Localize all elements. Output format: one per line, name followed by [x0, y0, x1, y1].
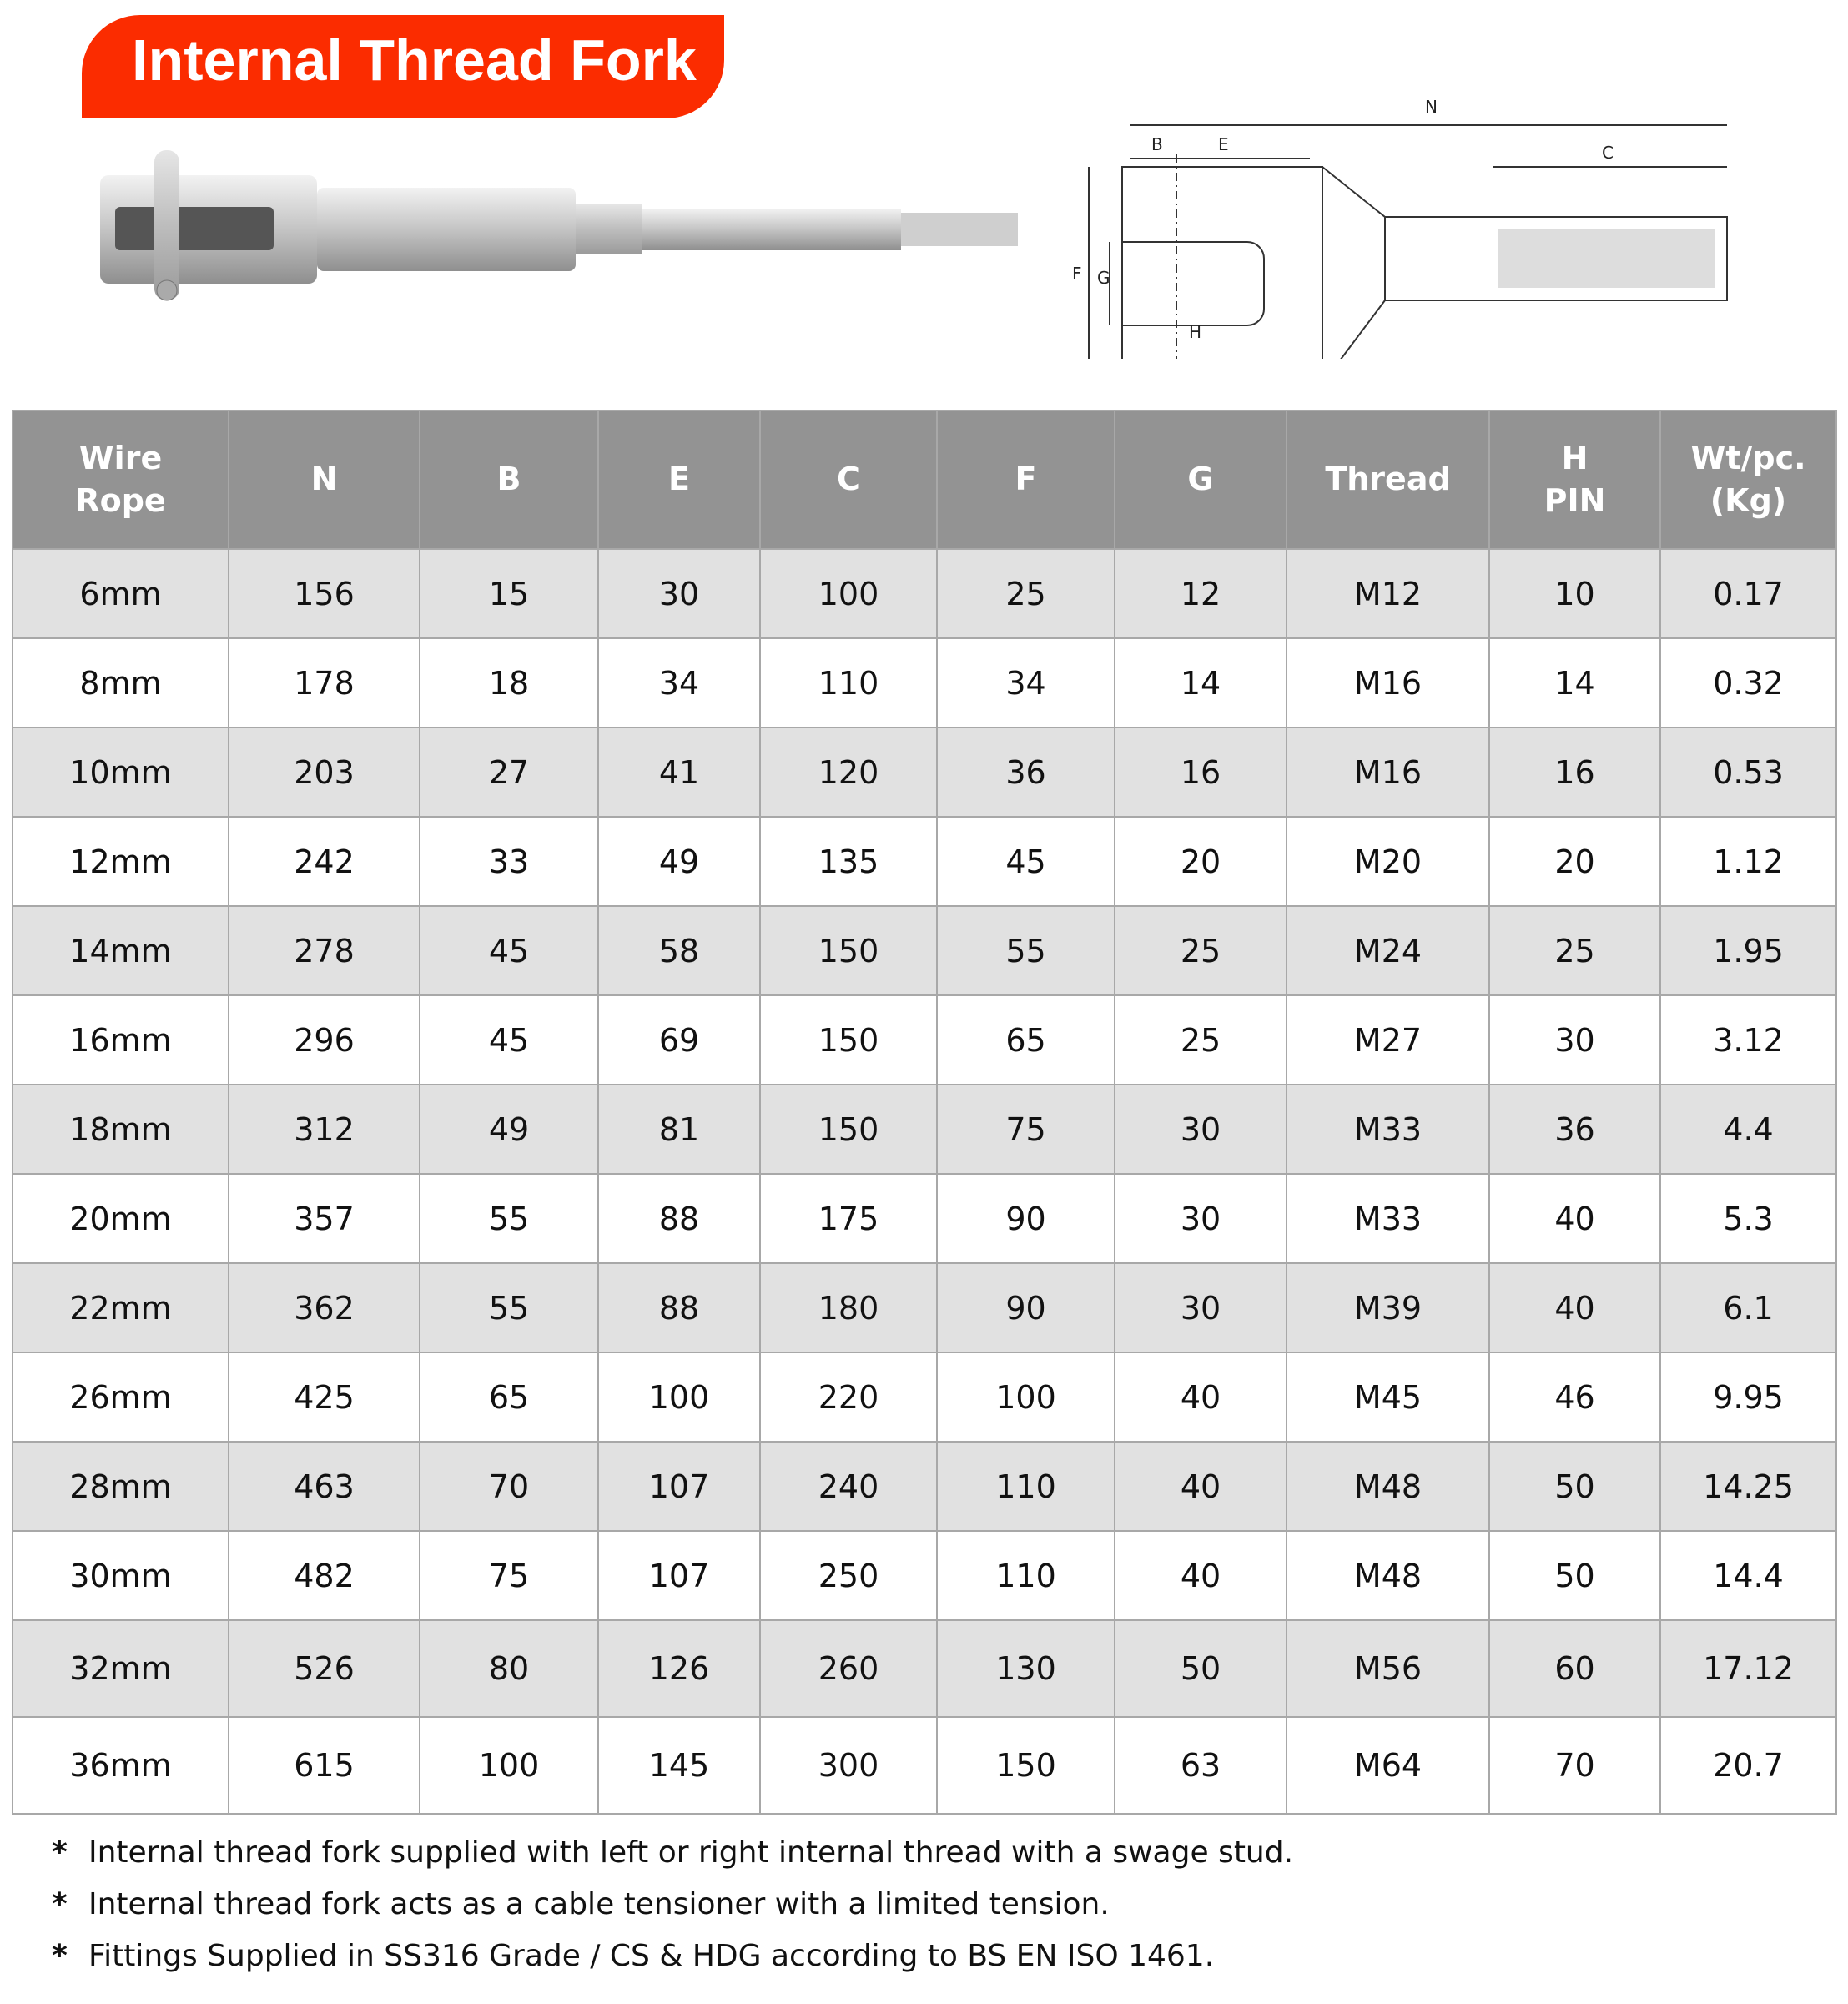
table-cell: 8mm — [13, 638, 229, 728]
table-cell: 45 — [420, 906, 598, 995]
table-cell: M48 — [1287, 1531, 1489, 1620]
table-cell: 362 — [229, 1263, 420, 1352]
table-cell: 6mm — [13, 549, 229, 638]
table-cell: 65 — [420, 1352, 598, 1442]
table-cell: 3.12 — [1660, 995, 1836, 1085]
table-cell: 32mm — [13, 1620, 229, 1717]
column-header-line1: Wire — [78, 439, 163, 476]
footnote-item — [52, 1835, 1293, 1887]
table-cell: 203 — [229, 728, 420, 817]
table-cell: 615 — [229, 1717, 420, 1814]
table-cell: 526 — [229, 1620, 420, 1717]
table-cell: 58 — [598, 906, 760, 995]
table-cell: 40 — [1489, 1263, 1660, 1352]
table-cell: 50 — [1115, 1620, 1287, 1717]
table-cell: 312 — [229, 1085, 420, 1174]
table-row — [13, 1717, 1836, 1814]
table-cell: 40 — [1489, 1174, 1660, 1263]
table-cell: 34 — [598, 638, 760, 728]
table-cell: M39 — [1287, 1263, 1489, 1352]
table-cell: 357 — [229, 1174, 420, 1263]
table-cell: 100 — [420, 1717, 598, 1814]
table-cell: 70 — [420, 1442, 598, 1531]
table-cell: 16mm — [13, 995, 229, 1085]
table-cell: 30 — [1115, 1174, 1287, 1263]
column-header-line1: E — [668, 461, 690, 498]
table-cell: 14mm — [13, 906, 229, 995]
column-header-line1: Wt/pc. — [1690, 439, 1806, 476]
table-cell: 120 — [760, 728, 937, 817]
table-cell: 110 — [760, 638, 937, 728]
title-banner — [82, 15, 724, 118]
table-cell: 75 — [937, 1085, 1115, 1174]
dim-label-f: F — [1072, 264, 1082, 284]
table-cell: M24 — [1287, 906, 1489, 995]
table-cell: 260 — [760, 1620, 937, 1717]
table-cell: 150 — [937, 1717, 1115, 1814]
column-header — [1115, 410, 1287, 549]
footnote-item — [52, 1939, 1293, 1991]
asterisk-icon: * — [52, 1835, 68, 1870]
table-cell: 1.95 — [1660, 906, 1836, 995]
footnote-item — [52, 1887, 1293, 1939]
table-cell: 25 — [1115, 906, 1287, 995]
column-header-line2: PIN — [1543, 482, 1606, 519]
table-cell: 110 — [937, 1531, 1115, 1620]
table-cell: 14.25 — [1660, 1442, 1836, 1531]
table-cell: 14 — [1489, 638, 1660, 728]
table-row — [13, 1174, 1836, 1263]
table-cell: 126 — [598, 1620, 760, 1717]
table-cell: 150 — [760, 995, 937, 1085]
page-title: Internal Thread Fork — [132, 28, 697, 93]
table-cell: 90 — [937, 1174, 1115, 1263]
table-cell: 425 — [229, 1352, 420, 1442]
table-cell: 15 — [420, 549, 598, 638]
table-cell: 33 — [420, 817, 598, 906]
column-header — [420, 410, 598, 549]
table-cell: 36mm — [13, 1717, 229, 1814]
table-cell: 4.4 — [1660, 1085, 1836, 1174]
table-cell: 36 — [937, 728, 1115, 817]
table-cell: 110 — [937, 1442, 1115, 1531]
table-cell: 75 — [420, 1531, 598, 1620]
table-cell: 18 — [420, 638, 598, 728]
table-cell: 36 — [1489, 1085, 1660, 1174]
footnote-text: Internal thread fork acts as a cable tensioner with a limited tension. — [88, 1887, 1110, 1921]
table-cell: 20 — [1489, 817, 1660, 906]
table-cell: 30 — [1489, 995, 1660, 1085]
table-cell: 30 — [1115, 1085, 1287, 1174]
column-header-line1: Thread — [1325, 461, 1451, 498]
table-cell: 107 — [598, 1531, 760, 1620]
column-header — [1287, 410, 1489, 549]
table-cell: 150 — [760, 1085, 937, 1174]
table-cell: 45 — [420, 995, 598, 1085]
table-cell: 135 — [760, 817, 937, 906]
table-cell: M45 — [1287, 1352, 1489, 1442]
table-cell: 10 — [1489, 549, 1660, 638]
table-cell: 100 — [937, 1352, 1115, 1442]
table-cell: 16 — [1489, 728, 1660, 817]
footnotes — [52, 1835, 1293, 1991]
table-cell: M16 — [1287, 638, 1489, 728]
table-cell: 28mm — [13, 1442, 229, 1531]
table-cell: 240 — [760, 1442, 937, 1531]
footnote-text: Internal thread fork supplied with left or right internal thread with a swage stud. — [88, 1835, 1294, 1870]
table-cell: 9.95 — [1660, 1352, 1836, 1442]
table-cell: 49 — [420, 1085, 598, 1174]
dim-label-c: C — [1602, 143, 1614, 163]
column-header-line1: B — [496, 461, 521, 498]
table-cell: 40 — [1115, 1531, 1287, 1620]
table-row — [13, 1531, 1836, 1620]
table-cell: 175 — [760, 1174, 937, 1263]
table-cell: 10mm — [13, 728, 229, 817]
table-row — [13, 817, 1836, 906]
table-cell: 20 — [1115, 817, 1287, 906]
table-cell: 17.12 — [1660, 1620, 1836, 1717]
table-cell: M16 — [1287, 728, 1489, 817]
table-cell: M48 — [1287, 1442, 1489, 1531]
table-cell: 20mm — [13, 1174, 229, 1263]
table-cell: 69 — [598, 995, 760, 1085]
table-cell: 34 — [937, 638, 1115, 728]
table-cell: M64 — [1287, 1717, 1489, 1814]
table-cell: 180 — [760, 1263, 937, 1352]
table-cell: M33 — [1287, 1085, 1489, 1174]
table-cell: 1.12 — [1660, 817, 1836, 906]
table-cell: 45 — [937, 817, 1115, 906]
dim-label-g: G — [1097, 268, 1110, 288]
table-cell: 5.3 — [1660, 1174, 1836, 1263]
table-cell: 26mm — [13, 1352, 229, 1442]
table-cell: M12 — [1287, 549, 1489, 638]
column-header-line1: C — [837, 461, 860, 498]
footnote-text: Fittings Supplied in SS316 Grade / CS & HDG according to BS EN ISO 1461. — [88, 1939, 1215, 1973]
column-header — [760, 410, 937, 549]
table-cell: M20 — [1287, 817, 1489, 906]
table-cell: 30mm — [13, 1531, 229, 1620]
table-cell: 70 — [1489, 1717, 1660, 1814]
table-cell: 482 — [229, 1531, 420, 1620]
table-cell: 40 — [1115, 1352, 1287, 1442]
table-cell: 30 — [1115, 1263, 1287, 1352]
table-cell: 22mm — [13, 1263, 229, 1352]
table-cell: 63 — [1115, 1717, 1287, 1814]
table-cell: M56 — [1287, 1620, 1489, 1717]
table-cell: 81 — [598, 1085, 760, 1174]
asterisk-icon: * — [52, 1939, 68, 1973]
table-cell: 150 — [760, 906, 937, 995]
table-cell: 300 — [760, 1717, 937, 1814]
table-cell: 27 — [420, 728, 598, 817]
table-row — [13, 1352, 1836, 1442]
table-cell: 46 — [1489, 1352, 1660, 1442]
table-cell: M33 — [1287, 1174, 1489, 1263]
dim-label-n: N — [1425, 97, 1438, 117]
column-header — [598, 410, 760, 549]
column-header-line2: (Kg) — [1710, 482, 1787, 519]
table-cell: 55 — [420, 1174, 598, 1263]
column-header — [13, 410, 229, 549]
threaded-stud — [576, 204, 901, 254]
table-cell: 14 — [1115, 638, 1287, 728]
table-cell: 250 — [760, 1531, 937, 1620]
table-cell: 12mm — [13, 817, 229, 906]
spec-table — [12, 410, 1837, 1815]
dimension-drawing — [1026, 75, 1777, 359]
table-cell: 463 — [229, 1442, 420, 1531]
column-header-line1: N — [310, 461, 338, 498]
table-cell: 16 — [1115, 728, 1287, 817]
dim-label-h: H — [1189, 322, 1202, 342]
table-row — [13, 995, 1836, 1085]
table-cell: 55 — [420, 1263, 598, 1352]
table-cell: 242 — [229, 817, 420, 906]
table-body — [13, 549, 1836, 1814]
table-cell: 0.32 — [1660, 638, 1836, 728]
column-header-line2: Rope — [75, 482, 166, 519]
table-row — [13, 638, 1836, 728]
asterisk-icon: * — [52, 1887, 68, 1921]
dim-label-b: B — [1151, 134, 1163, 154]
column-header — [1660, 410, 1836, 549]
table-cell: 278 — [229, 906, 420, 995]
table-row — [13, 1620, 1836, 1717]
table-row — [13, 728, 1836, 817]
table-cell: 100 — [760, 549, 937, 638]
table-cell: M27 — [1287, 995, 1489, 1085]
fork-body — [100, 150, 576, 300]
table-cell: 65 — [937, 995, 1115, 1085]
table-cell: 296 — [229, 995, 420, 1085]
table-row — [13, 1263, 1836, 1352]
column-header-line1: F — [1015, 461, 1037, 498]
table-cell: 0.53 — [1660, 728, 1836, 817]
table-cell: 55 — [937, 906, 1115, 995]
table-cell: 20.7 — [1660, 1717, 1836, 1814]
table-cell: 30 — [598, 549, 760, 638]
table-row — [13, 1085, 1836, 1174]
table-cell: 14.4 — [1660, 1531, 1836, 1620]
table-row — [13, 1442, 1836, 1531]
column-header — [229, 410, 420, 549]
column-header-line1: H — [1561, 439, 1589, 476]
table-cell: 25 — [1115, 995, 1287, 1085]
table-cell: 156 — [229, 549, 420, 638]
table-cell: 145 — [598, 1717, 760, 1814]
table-cell: 40 — [1115, 1442, 1287, 1531]
table-cell: 50 — [1489, 1531, 1660, 1620]
table-cell: 25 — [1489, 906, 1660, 995]
column-header — [937, 410, 1115, 549]
table-cell: 49 — [598, 817, 760, 906]
table-header-row — [13, 410, 1836, 549]
table-cell: 220 — [760, 1352, 937, 1442]
table-cell: 90 — [937, 1263, 1115, 1352]
table-cell: 178 — [229, 638, 420, 728]
table-cell: 88 — [598, 1263, 760, 1352]
table-row — [13, 906, 1836, 995]
table-cell: 0.17 — [1660, 549, 1836, 638]
table-cell: 18mm — [13, 1085, 229, 1174]
table-cell: 12 — [1115, 549, 1287, 638]
product-photo — [92, 142, 1018, 309]
table-cell: 6.1 — [1660, 1263, 1836, 1352]
table-cell: 100 — [598, 1352, 760, 1442]
dim-label-e: E — [1218, 134, 1229, 154]
table-cell: 50 — [1489, 1442, 1660, 1531]
column-header — [1489, 410, 1660, 549]
table-cell: 41 — [598, 728, 760, 817]
table-cell: 80 — [420, 1620, 598, 1717]
table-cell: 130 — [937, 1620, 1115, 1717]
table-cell: 107 — [598, 1442, 760, 1531]
wire-rope — [901, 213, 1018, 246]
column-header-line1: G — [1187, 461, 1214, 498]
table-cell: 88 — [598, 1174, 760, 1263]
table-row — [13, 549, 1836, 638]
table-cell: 60 — [1489, 1620, 1660, 1717]
table-cell: 25 — [937, 549, 1115, 638]
